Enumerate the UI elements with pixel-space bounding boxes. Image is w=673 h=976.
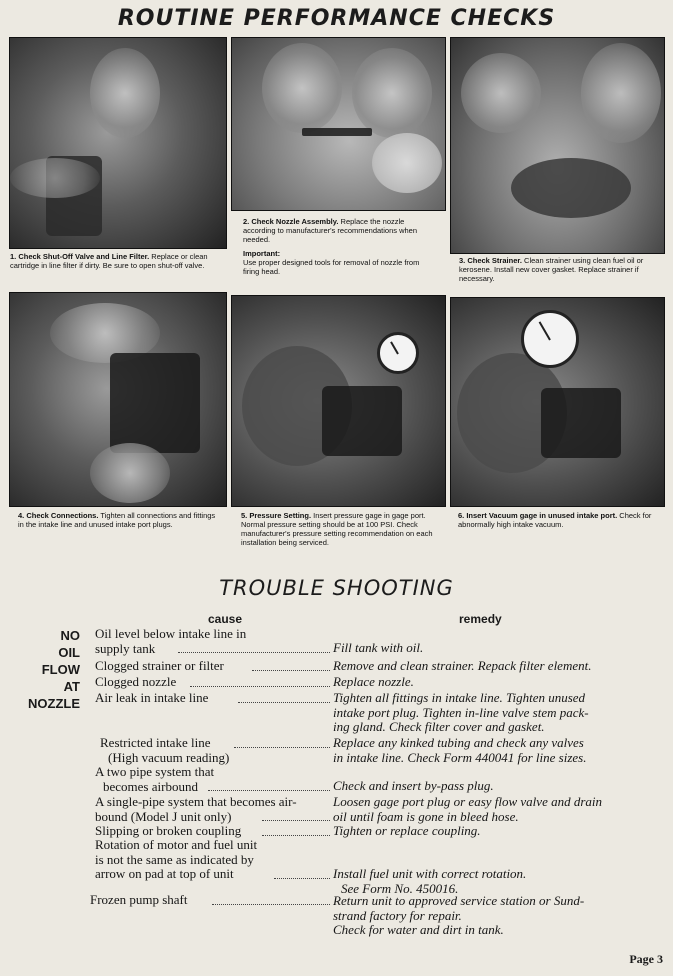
caption-check-2: 2. Check Nozzle Assembly. Replace the nozzle according to manufacturer's recommendations when needed. Important: Use proper designed tools for removal of nozzle from firing head. xyxy=(243,217,420,276)
caption-check-3: 3. Check Strainer. Clean strainer using clean fuel oil or kerosene. Install new cover gasket. Replace strainer if necessary. xyxy=(459,256,644,283)
cause-clogged-nozzle: Clogged nozzle xyxy=(95,674,177,689)
remedy-fill-tank: Fill tank with oil. xyxy=(333,640,424,655)
caption-check-5: 5. Pressure Setting. Insert pressure gage in gage port. Normal pressure setting should be at 100 PSI. Check manufacturer's pressure setting recommendation on each installation being serviced. xyxy=(241,511,433,547)
leader-line xyxy=(190,686,330,687)
section-title-trouble-shooting: TROUBLE SHOOTING xyxy=(219,576,454,600)
photo-strainer xyxy=(450,37,665,254)
leader-line xyxy=(262,820,330,821)
photo-connections xyxy=(9,292,227,507)
cause-frozen-shaft: Frozen pump shaft xyxy=(90,892,188,907)
leader-line xyxy=(252,670,330,671)
page-number: Page 3 xyxy=(629,952,663,966)
leader-line xyxy=(208,790,330,791)
cause-restricted-intake: Restricted intake line (High vacuum reading) xyxy=(100,735,230,765)
leader-line xyxy=(212,904,330,905)
photo-nozzle-assembly xyxy=(231,37,446,211)
remedy-header: remedy xyxy=(459,612,502,626)
remedy-replace-tubing: Replace any kinked tubing and check any valves in intake line. Check Form 440041 for line sizes. xyxy=(333,735,587,765)
remedy-replace-nozzle: Replace nozzle. xyxy=(333,674,414,689)
remedy-return-unit: Return unit to approved service station or Sund- strand factory for repair. Check for water and dirt in tank. xyxy=(333,893,585,937)
caption-check-6: 6. Insert Vacuum gage in unused intake port. Check for abnormally high intake vacuum. xyxy=(458,511,652,529)
page-title: ROUTINE PERFORMANCE CHECKS xyxy=(117,6,556,31)
photo-shutoff-valve xyxy=(9,37,227,249)
leader-line xyxy=(234,747,330,748)
cause-rotation: Rotation of motor and fuel unit is not the same as indicated by arrow on pad at top of unit xyxy=(95,837,258,881)
remedy-tighten-coupling: Tighten or replace coupling. xyxy=(333,823,481,838)
remedy-loosen-plug: Loosen gage port plug or easy flow valve and drain oil until foam is gone in bleed hose. xyxy=(333,794,603,824)
remedy-tighten-fittings: Tighten all fittings in intake line. Tighten unused intake port plug. Tighten in-line valve stem pack- ing gland. Check filter cover and gasket. xyxy=(333,690,589,734)
cause-two-pipe: A two pipe system that becomes airbound xyxy=(95,764,215,794)
leader-line xyxy=(238,702,330,703)
remedy-bypass-plug: Check and insert by-pass plug. xyxy=(333,778,494,793)
leader-line xyxy=(274,878,330,879)
cause-header: cause xyxy=(208,612,243,626)
remedy-clean-strainer: Remove and clean strainer. Repack filter element. xyxy=(333,658,592,673)
side-label: NO OIL FLOW AT NOZZLE xyxy=(28,628,80,711)
caption-check-1: 1. Check Shut-Off Valve and Line Filter. Replace or clean cartridge in line filter if dirty. Be sure to open shut-off valve. xyxy=(10,252,208,270)
cause-oil-level: Oil level below intake line in supply tank xyxy=(95,626,247,656)
remedy-correct-rotation: Install fuel unit with correct rotation. See Form No. 450016. xyxy=(333,866,527,896)
cause-coupling: Slipping or broken coupling xyxy=(95,823,242,838)
cause-clogged-strainer: Clogged strainer or filter xyxy=(95,658,224,673)
cause-air-leak: Air leak in intake line xyxy=(95,690,209,705)
leader-line xyxy=(262,835,330,836)
leader-line xyxy=(178,652,330,653)
photo-pressure-setting xyxy=(231,295,446,507)
caption-check-4: 4. Check Connections. Tighten all connections and fittings in the intake line and unused intake port plugs. xyxy=(18,511,216,529)
photo-vacuum-gage xyxy=(450,297,665,507)
cause-single-pipe: A single-pipe system that becomes air- bound (Model J unit only) xyxy=(95,794,297,824)
